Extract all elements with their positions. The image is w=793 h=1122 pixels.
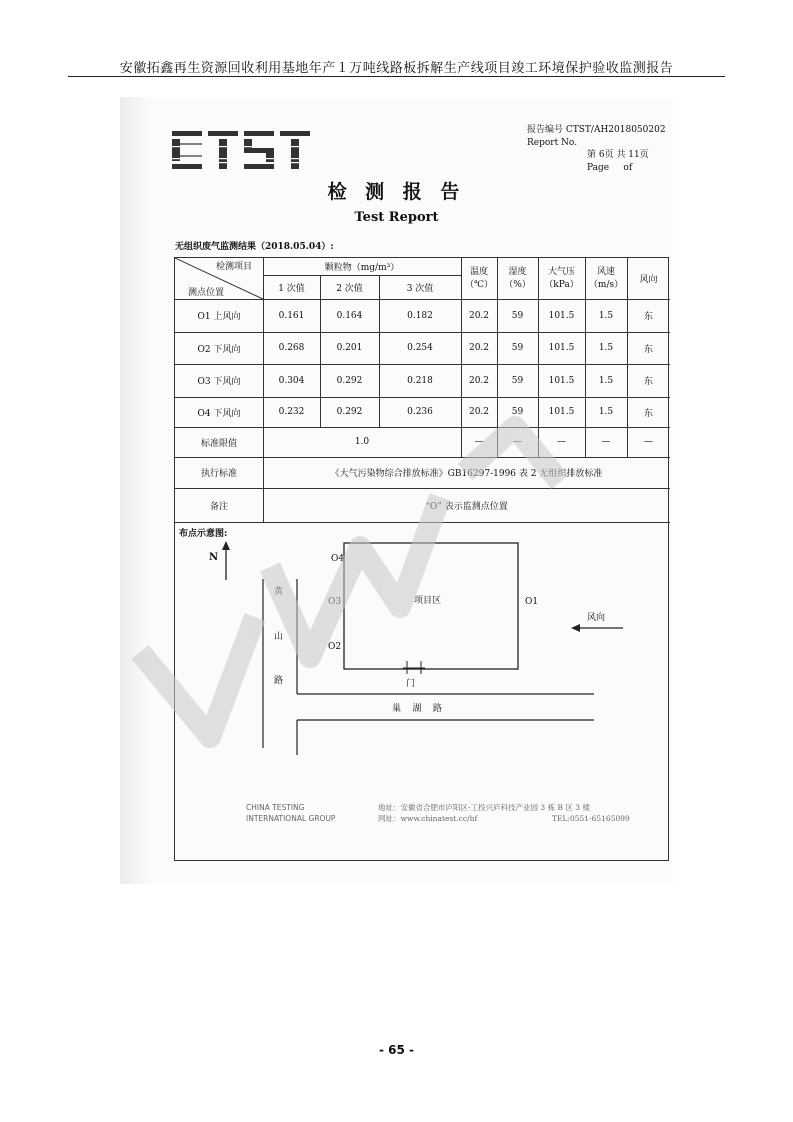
row-value-1: 0.232 [278, 407, 305, 417]
row-humidity: 59 [511, 310, 524, 321]
remark-label: 备注 [209, 501, 228, 512]
header-rule [68, 76, 725, 77]
row-windspeed: 1.5 [598, 310, 614, 321]
row-windspeed: 1.5 [598, 375, 614, 386]
row-value-3: 0.182 [407, 310, 433, 321]
project-area-label: 项目区 [414, 596, 442, 606]
standard-label: 执行标准 [200, 469, 237, 479]
row-value-2: 0.292 [336, 407, 363, 417]
row-humidity: 59 [511, 407, 524, 417]
gate-label: 门 [406, 679, 416, 689]
row-value-2: 0.292 [336, 375, 363, 386]
page-info-cn: 第 6页 共 11页 [587, 150, 649, 160]
report-title-cn: 检 测 报 告 [327, 181, 466, 203]
page-header: 安徽拓鑫再生资源回收利用基地年产１万吨线路板拆解生产线项目竣工环境保护验收监测报告 [119, 61, 674, 76]
row-value-3: 0.254 [407, 343, 433, 353]
report-number-label: 报告编号 CTST/AH2018050202 [527, 125, 666, 135]
row-winddir: 东 [643, 344, 653, 355]
header-item: 检测项目 [215, 261, 252, 272]
limit-label: 标准限值 [200, 438, 237, 449]
temp-header-unit: （℃） [464, 279, 494, 290]
row-temp: 20.2 [468, 343, 490, 353]
map-title: 布点示意图: [179, 529, 228, 539]
row-temp: 20.2 [468, 310, 490, 321]
point-o4: O4 [331, 554, 345, 564]
point-o1: O1 [525, 597, 539, 607]
sub-header-3: 3 次值 [406, 283, 434, 294]
page-info-en: Page of [587, 163, 633, 173]
header-location: 测点位置 [187, 287, 224, 298]
row-humidity: 59 [511, 375, 524, 386]
road-vertical-char: 黄 [274, 587, 284, 597]
row-location: O3 下风向 [197, 377, 241, 387]
pm-header: 颗粒物（mg/m³） [324, 263, 400, 273]
row-value-1: 0.161 [278, 310, 305, 321]
sub-header-2: 2 次值 [336, 283, 363, 294]
row-winddir: 东 [643, 377, 653, 387]
point-o3: O3 [328, 597, 342, 607]
row-value-2: 0.201 [336, 343, 363, 353]
pressure-header-label: 大气压 [547, 266, 575, 277]
report-title-en: Test Report [354, 210, 439, 225]
north-label: N [209, 552, 219, 563]
row-pressure: 101.5 [548, 407, 575, 417]
wind-direction-label: 风向 [587, 613, 606, 623]
humidity-header-unit: （%） [504, 279, 531, 290]
standard-value: 《大气污染物综合排放标准》GB16297-1996 表 2 无组织排放标准 [330, 469, 603, 479]
road-horizontal-label: 巢 湖 路 [392, 704, 442, 714]
limit-dash: — [601, 437, 611, 447]
limit-dash: — [644, 437, 653, 447]
road-vertical-char: 路 [274, 676, 284, 686]
point-o2: O2 [328, 642, 342, 652]
windspeed-header-unit: （m/s） [588, 279, 624, 290]
scanned-report [120, 97, 673, 884]
row-temp: 20.2 [468, 407, 490, 417]
footer-tel: TEL:0551-65165099 [552, 814, 630, 823]
watermark [120, 97, 673, 884]
row-value-2: 0.164 [336, 310, 363, 321]
footer-address: 地址：安徽省合肥市庐阳区-工投兴庐科技产业园 3 栋 B 区 3 楼 [378, 803, 590, 812]
row-location: O4 下风向 [197, 408, 241, 419]
limit-dash: — [557, 437, 566, 447]
pressure-header-unit: （kPa） [544, 279, 579, 290]
row-pressure: 101.5 [548, 310, 575, 321]
footer-company-line2: INTERNATIONAL GROUP [246, 814, 336, 823]
sub-header-1: 1 次值 [278, 283, 305, 294]
row-value-3: 0.218 [407, 375, 433, 386]
temp-header-label: 温度 [469, 266, 488, 277]
report-number-en: Report No. [527, 138, 578, 148]
limit-value: 1.0 [354, 437, 370, 447]
footer-website: 网址：www.chinatest.cc/hf [378, 814, 478, 823]
row-humidity: 59 [511, 343, 524, 353]
remark-value: “O” 表示监测点位置 [425, 501, 508, 512]
row-temp: 20.2 [468, 375, 490, 386]
windspeed-header-label: 风速 [596, 266, 615, 277]
row-location: O2 下风向 [197, 344, 241, 355]
page-number: - 65 - [378, 1043, 414, 1057]
limit-dash: — [513, 437, 522, 447]
row-pressure: 101.5 [548, 343, 575, 353]
row-value-1: 0.268 [278, 343, 305, 353]
winddir-header: 风向 [639, 275, 658, 285]
road-vertical-char: 山 [274, 632, 284, 642]
row-location: O1 上风向 [197, 312, 241, 322]
row-windspeed: 1.5 [598, 343, 614, 353]
row-winddir: 东 [643, 312, 653, 322]
humidity-header-label: 湿度 [508, 266, 527, 277]
row-winddir: 东 [643, 408, 653, 419]
row-value-1: 0.304 [278, 375, 305, 386]
section-title: 无组织废气监测结果（2018.05.04）: [175, 242, 334, 252]
footer-company-line1: CHINA TESTING [246, 803, 305, 812]
row-pressure: 101.5 [548, 375, 575, 386]
limit-dash: — [474, 437, 484, 447]
row-value-3: 0.236 [407, 407, 433, 417]
row-windspeed: 1.5 [598, 407, 614, 417]
